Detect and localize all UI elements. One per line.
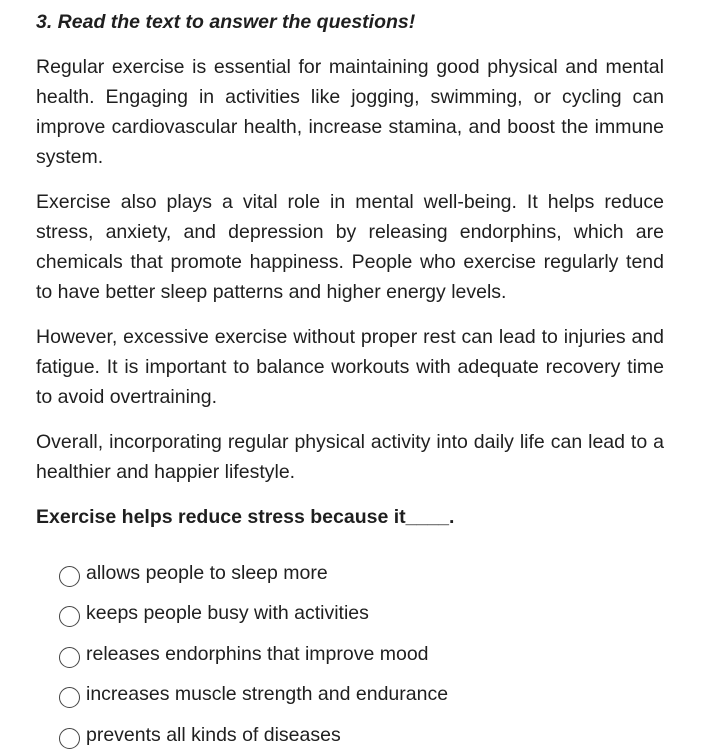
option-label: allows people to sleep more <box>86 562 328 584</box>
passage-paragraph-3: However, excessive exercise without proper rest can lead to injuries and fatigue. It is important to balance workouts with adequate recovery time to avoid overtraining. <box>36 326 664 408</box>
radio-button[interactable] <box>59 728 80 749</box>
radio-button[interactable] <box>59 606 80 627</box>
option-label: increases muscle strength and endurance <box>86 683 449 705</box>
answer-option-4[interactable] <box>59 679 448 709</box>
option-label: keeps people busy with activities <box>86 602 369 624</box>
answer-option-2[interactable] <box>59 598 369 628</box>
passage-paragraph-4: Overall, incorporating regular physical activity into daily life can lead to a healthier and happier lifestyle. <box>36 431 664 483</box>
radio-button[interactable] <box>59 647 80 668</box>
passage-paragraph-2: Exercise also plays a vital role in mental well-being. It helps reduce stress, anxiety, and depression by releasing endorphins, which are chemicals that promote happiness. People who exercise regularly tend to have better sleep patterns and higher energy levels. <box>36 191 664 303</box>
question-heading: 3. Read the text to answer the questions! <box>36 11 416 33</box>
radio-button[interactable] <box>59 566 80 587</box>
option-label: releases endorphins that improve mood <box>86 643 429 665</box>
radio-button[interactable] <box>59 687 80 708</box>
question-prompt: Exercise helps reduce stress because it____. <box>36 506 455 528</box>
passage-paragraph-1: Regular exercise is essential for maintaining good physical and mental health. Engaging in activities like jogging, swimming, or cycling can improve cardiovascular health, increase stamina, and boost the immune system. <box>36 56 664 168</box>
option-label: prevents all kinds of diseases <box>86 724 341 746</box>
answer-option-1[interactable] <box>59 558 328 588</box>
answer-option-5[interactable] <box>59 720 341 750</box>
answer-option-3[interactable] <box>59 639 429 669</box>
